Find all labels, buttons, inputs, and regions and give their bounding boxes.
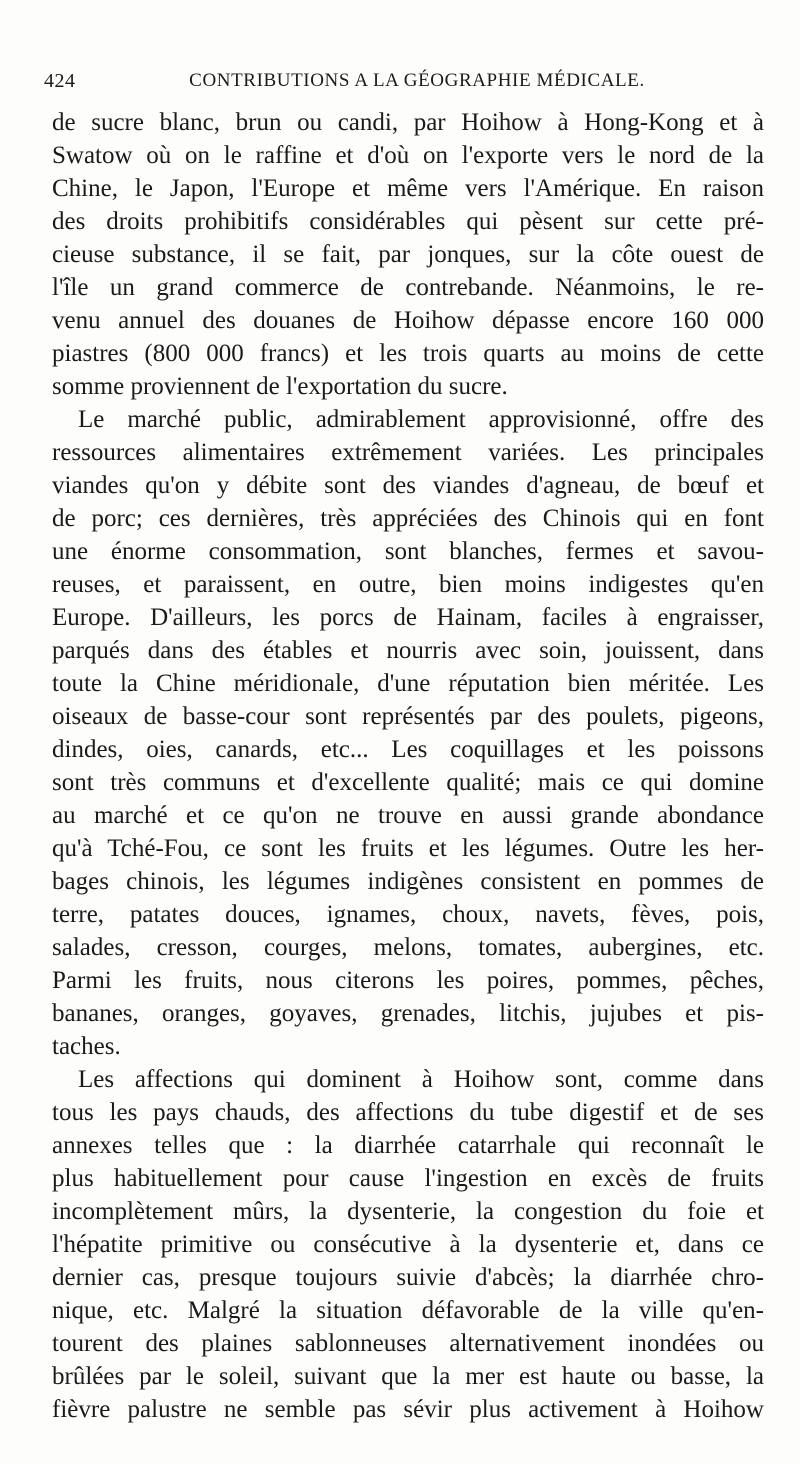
text-line: l'île un grand commerce de contrebande. Néanmoins, le re-	[52, 274, 764, 301]
text-line: de porc; ces dernières, très appréciées des Chinois qui en font	[52, 505, 764, 532]
text-line: toute la Chine méridionale, d'une réputation bien méritée. Les	[52, 670, 764, 697]
text-line: somme proviennent de l'exportation du sucre.	[52, 373, 508, 400]
text-line: bananes, oranges, goyaves, grenades, litchis, jujubes et pis-	[52, 1000, 764, 1027]
text-line: nique, etc. Malgré la situation défavorable de la ville qu'en-	[52, 1297, 764, 1324]
text-line: annexes telles que : la diarrhée catarrhale qui reconnaît le	[52, 1132, 764, 1159]
text-line: tourent des plaines sablonneuses alternativement inondées ou	[52, 1330, 764, 1357]
text-line: Europe. D'ailleurs, les porcs de Hainam, faciles à engraisser,	[52, 604, 764, 631]
text-line: taches.	[52, 1033, 121, 1060]
text-line: terre, patates douces, ignames, choux, navets, fèves, pois,	[52, 901, 764, 928]
text-line: piastres (800 000 francs) et les trois quarts au moins de cette	[52, 340, 764, 367]
text-line: brûlées par le soleil, suivant que la mer est haute ou basse, la	[52, 1363, 764, 1390]
text-line: des droits prohibitifs considérables qui pèsent sur cette pré-	[52, 208, 764, 235]
text-line: une énorme consommation, sont blanches, fermes et savou-	[52, 538, 764, 565]
text-line: Swatow où on le raffine et d'où on l'exporte vers le nord de la	[52, 142, 764, 169]
text-line: ressources alimentaires extrêmement variées. Les principales	[52, 439, 764, 466]
text-line: cieuse substance, il se fait, par jonques, sur la côte ouest de	[52, 241, 764, 268]
text-line: qu'à Tché-Fou, ce sont les fruits et les légumes. Outre les her-	[52, 835, 764, 862]
text-line: viandes qu'on y débite sont des viandes d'agneau, de bœuf et	[52, 472, 764, 499]
text-line: incomplètement mûrs, la dysenterie, la congestion du foie et	[52, 1198, 764, 1225]
text-line: de sucre blanc, brun ou candi, par Hoihow à Hong-Kong et à	[52, 109, 764, 136]
text-line: plus habituellement pour cause l'ingestion en excès de fruits	[52, 1165, 764, 1192]
text-line: Chine, le Japon, l'Europe et même vers l'Amérique. En raison	[52, 175, 764, 202]
text-line: Le marché public, admirablement approvisionné, offre des	[78, 406, 764, 433]
text-line: tous les pays chauds, des affections du tube digestif et de ses	[52, 1099, 764, 1126]
text-line: dernier cas, presque toujours suivie d'abcès; la diarrhée chro-	[52, 1264, 764, 1291]
page-number: 424	[44, 70, 76, 92]
text-line: Parmi les fruits, nous citerons les poires, pommes, pêches,	[52, 967, 764, 994]
text-line: venu annuel des douanes de Hoihow dépasse encore 160 000	[52, 307, 764, 334]
text-line: l'hépatite primitive ou consécutive à la dysenterie et, dans ce	[52, 1231, 764, 1258]
running-head	[44, 66, 760, 96]
text-line: parqués dans des étables et nourris avec soin, jouissent, dans	[52, 637, 764, 664]
text-line: reuses, et paraissent, en outre, bien moins indigestes qu'en	[52, 571, 764, 598]
running-title: CONTRIBUTIONS A LA GÉOGRAPHIE MÉDICALE.	[189, 70, 645, 91]
text-line: sont très communs et d'excellente qualité; mais ce qui domine	[52, 769, 764, 796]
text-line: oiseaux de basse-cour sont représentés par des poulets, pigeons,	[52, 703, 764, 730]
text-line: salades, cresson, courges, melons, tomates, aubergines, etc.	[52, 934, 764, 961]
text-line: bages chinois, les légumes indigènes consistent en pommes de	[52, 868, 764, 895]
text-line: fièvre palustre ne semble pas sévir plus activement à Hoihow	[52, 1396, 764, 1423]
body-text	[52, 106, 764, 1426]
text-line: Les affections qui dominent à Hoihow sont, comme dans	[78, 1066, 764, 1093]
text-line: dindes, oies, canards, etc... Les coquillages et les poissons	[52, 736, 764, 763]
text-line: au marché et ce qu'on ne trouve en aussi grande abondance	[52, 802, 764, 829]
